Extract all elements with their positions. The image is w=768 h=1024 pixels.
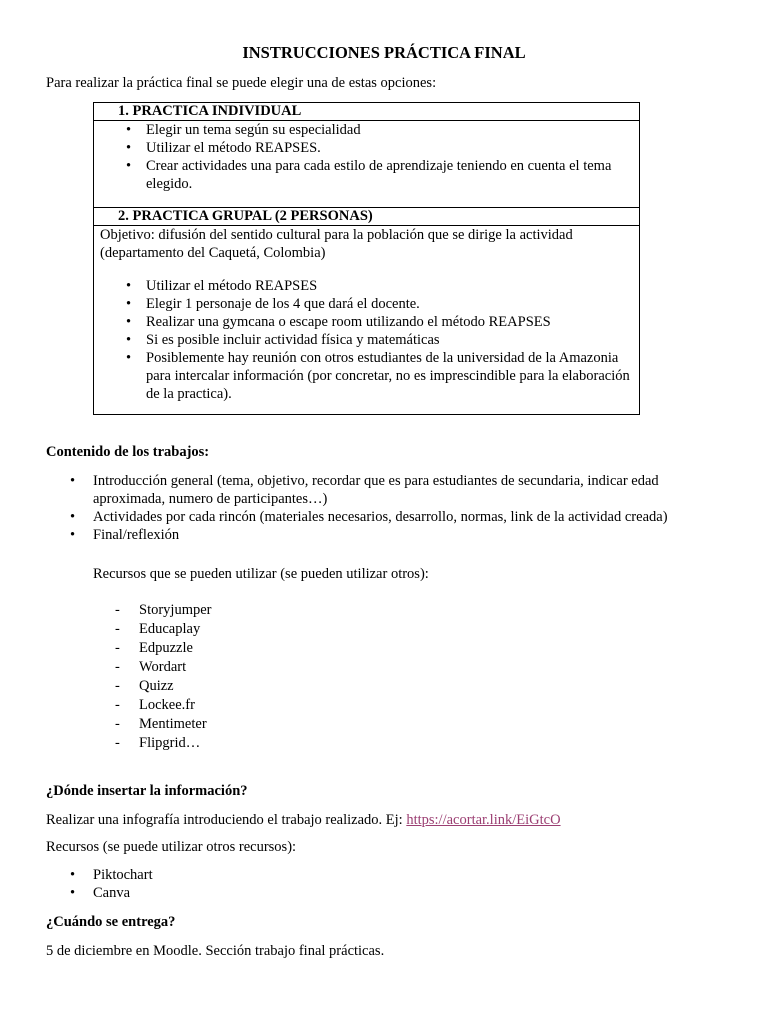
resource-item: - Wordart [93, 658, 212, 677]
list-item: • Piktochart [46, 866, 153, 884]
list-item: • Crear actividades una para cada estilo de aprendizaje teniendo en cuenta el tema elegido. [100, 157, 639, 193]
list-item: • Posiblemente hay reunión con otros estudiantes de la universidad de la Amazonia para intercalar información (por concretar, no es imprescindible para la elaboración de la practica). [100, 349, 639, 403]
resource-item: - Edpuzzle [93, 639, 212, 658]
list-item: • Utilizar el método REAPSES. [100, 139, 639, 157]
option2-heading: 2. PRACTICA GRUPAL (2 PERSONAS) [94, 207, 639, 226]
where-text-body: Realizar una infografía introduciendo el trabajo realizado. Ej: [46, 812, 407, 828]
option2-objective: Objetivo: difusión del sentido cultural para la población que se dirige la actividad (departamento del Caquetá, Colombia) [100, 227, 573, 261]
list-item: • Realizar una gymcana o escape room utilizando el método REAPSES [100, 313, 639, 331]
resource-item: - Storyjumper [93, 601, 212, 620]
resource-item: - Educaplay [93, 620, 212, 639]
resources-intro: Recursos que se pueden utilizar (se pueden utilizar otros): [93, 566, 429, 582]
where-text [46, 811, 561, 829]
list-item: • Introducción general (tema, objetivo, recordar que es para estudiantes de secundaria, indicar edad aproximada, numero de participantes…) [46, 472, 726, 508]
list-item: • Utilizar el método REAPSES [100, 277, 639, 295]
list-item: • Elegir un tema según su especialidad [100, 121, 639, 139]
intro-text: Para realizar la práctica final se puede elegir una de estas opciones: [46, 75, 437, 91]
where-resources-list [46, 866, 153, 902]
contents-heading: Contenido de los trabajos: [46, 444, 210, 460]
when-heading: ¿Cuándo se entrega? [46, 914, 176, 930]
resource-item: - Quizz [93, 677, 212, 696]
option1-body [94, 121, 639, 207]
resource-item: - Flipgrid… [93, 734, 212, 753]
when-text: 5 de diciembre en Moodle. Sección trabajo final prácticas. [46, 943, 385, 959]
option2-list [100, 277, 639, 403]
option1-heading: 1. PRACTICA INDIVIDUAL [94, 103, 639, 121]
options-table [93, 102, 640, 415]
document-title: INSTRUCCIONES PRÁCTICA FINAL [242, 43, 526, 62]
where-heading: ¿Dónde insertar la información? [46, 783, 248, 799]
option1-list [100, 121, 639, 193]
contents-list [46, 472, 726, 544]
resource-item: - Lockee.fr [93, 696, 212, 715]
option2-body [94, 226, 639, 403]
list-item: • Si es posible incluir actividad física y matemáticas [100, 331, 639, 349]
resource-item: - Mentimeter [93, 715, 212, 734]
where-resources-intro: Recursos (se puede utilizar otros recursos): [46, 839, 297, 855]
example-link[interactable]: https://acortar.link/EiGtcO [406, 812, 561, 828]
list-item: • Actividades por cada rincón (materiales necesarios, desarrollo, normas, link de la actividad creada) [46, 508, 726, 526]
list-item: • Canva [46, 884, 153, 902]
list-item: • Final/reflexión [46, 526, 726, 544]
resources-list [93, 601, 212, 753]
list-item: • Elegir 1 personaje de los 4 que dará el docente. [100, 295, 639, 313]
